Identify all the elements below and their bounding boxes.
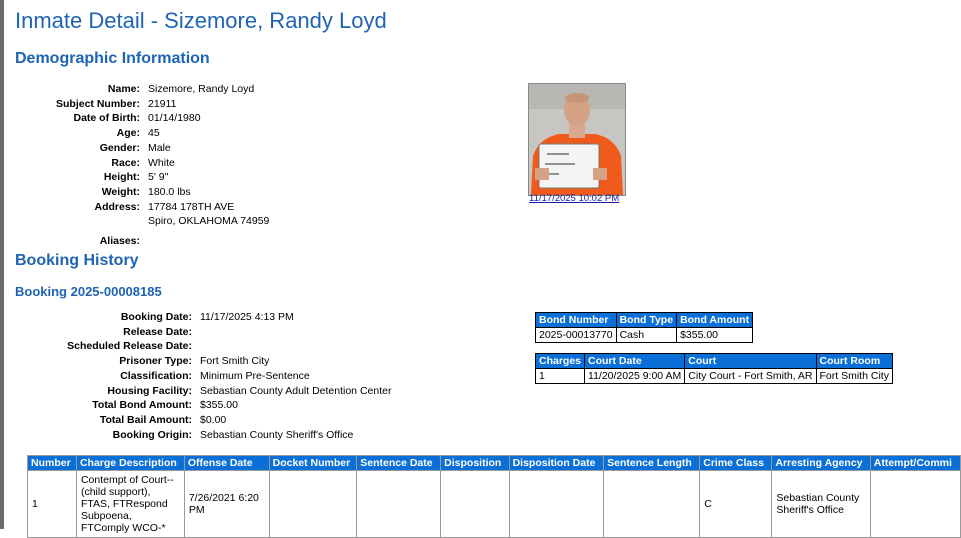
charges-table-row bbox=[28, 471, 961, 538]
charges-table-header-cell: Charge Description bbox=[76, 456, 184, 471]
court-table-row bbox=[536, 369, 893, 384]
court-table-cell: City Court - Fort Smith, AR bbox=[685, 369, 816, 384]
demographic-field-label: Age: bbox=[116, 127, 140, 140]
charges-table-header-cell: Disposition bbox=[441, 456, 509, 471]
demographic-field-row bbox=[22, 141, 269, 156]
booking-field-label: Scheduled Release Date: bbox=[67, 340, 192, 353]
demographic-field-label: Gender: bbox=[99, 141, 140, 154]
demographic-field-value: 180.0 lbs bbox=[148, 185, 191, 198]
demographic-field-label: Date of Birth: bbox=[73, 112, 140, 125]
bond-table-header-cell: Bond Number bbox=[536, 313, 617, 328]
demographic-field-row bbox=[22, 156, 269, 171]
demographic-heading: Demographic Information bbox=[15, 50, 210, 67]
charges-table-cell bbox=[604, 471, 700, 538]
booking-field-row bbox=[28, 310, 391, 325]
booking-field-value: Sebastian County Sheriff's Office bbox=[200, 428, 354, 441]
demographic-field-value: 45 bbox=[148, 127, 160, 140]
charges-table-header-cell: Crime Class bbox=[700, 456, 772, 471]
charges-table-cell: Contempt of Court--(child support), FTAS, FTRespond Subpoena, FTComply WCO-* bbox=[76, 471, 184, 538]
demographic-field-row bbox=[22, 170, 269, 185]
booking-field-label: Total Bond Amount: bbox=[92, 399, 192, 412]
demographic-field-row bbox=[22, 185, 269, 200]
demographic-field-label: Race: bbox=[111, 156, 140, 169]
charges-table-cell bbox=[441, 471, 509, 538]
court-table-header-cell: Court bbox=[685, 354, 816, 369]
booking-history-heading: Booking History bbox=[15, 252, 139, 269]
charges-table-header-cell: Arresting Agency bbox=[772, 456, 870, 471]
demographic-field-label: Subject Number: bbox=[55, 97, 140, 110]
charges-table-header-cell: Attempt/Commi bbox=[870, 456, 960, 471]
window-left-border bbox=[0, 0, 4, 529]
photo-timestamp-link[interactable]: 11/17/2025 10:02 PM bbox=[529, 193, 620, 204]
charges-table-cell bbox=[870, 471, 960, 538]
booking-field-label: Release Date: bbox=[123, 325, 192, 338]
demographic-field-label: Address: bbox=[94, 200, 140, 213]
bond-table-cell: $355.00 bbox=[677, 328, 753, 343]
demographic-field-label: Aliases: bbox=[99, 235, 140, 248]
booking-field-label: Housing Facility: bbox=[107, 384, 192, 397]
bond-table-header bbox=[536, 313, 753, 328]
charges-table-header-cell: Sentence Length bbox=[604, 456, 700, 471]
demographic-field-row bbox=[22, 126, 269, 141]
charges-table-header-cell: Number bbox=[28, 456, 77, 471]
court-table-header-cell: Court Room bbox=[816, 354, 892, 369]
charges-table-cell bbox=[509, 471, 604, 538]
mugshot-image bbox=[529, 84, 625, 195]
booking-field-row bbox=[28, 384, 391, 399]
demographic-field-value: 01/14/1980 bbox=[148, 112, 201, 125]
booking-title: Booking 2025-00008185 bbox=[15, 284, 162, 299]
charges-table-cell bbox=[357, 471, 441, 538]
booking-field-label: Classification: bbox=[120, 369, 192, 382]
booking-field-value: Minimum Pre-Sentence bbox=[200, 369, 310, 382]
booking-field-label: Total Bail Amount: bbox=[99, 413, 192, 426]
charges-table-header-cell: Disposition Date bbox=[509, 456, 604, 471]
booking-field-value: 11/17/2025 4:13 PM bbox=[200, 311, 294, 323]
booking-field-row bbox=[28, 325, 391, 340]
demographic-field-value: Sizemore, Randy Loyd bbox=[148, 83, 255, 95]
booking-field-row bbox=[28, 339, 391, 354]
demographic-field-value-line2: Spiro, OKLAHOMA 74959 bbox=[148, 215, 270, 228]
charges-table-cell: 1 bbox=[28, 471, 77, 538]
booking-field-value: $0.00 bbox=[200, 413, 227, 426]
booking-field-row bbox=[28, 369, 391, 384]
demographic-field-row bbox=[22, 111, 269, 126]
demographic-field-row bbox=[22, 234, 269, 249]
demographic-field-row bbox=[22, 200, 269, 229]
booking-field-value: $355.00 bbox=[200, 399, 238, 412]
court-table-cell: 11/20/2025 9:00 AM bbox=[585, 369, 685, 384]
charges-table bbox=[27, 455, 961, 538]
booking-field-row bbox=[28, 428, 391, 443]
booking-field-row bbox=[28, 413, 391, 428]
charges-table-header-cell: Sentence Date bbox=[357, 456, 441, 471]
demographic-field-label: Height: bbox=[103, 171, 140, 184]
charges-table-cell: Sebastian County Sheriff's Office bbox=[772, 471, 870, 538]
booking-field-row bbox=[28, 354, 391, 369]
booking-field-value: Sebastian County Adult Detention Center bbox=[200, 384, 392, 397]
demographic-field-label: Name: bbox=[107, 83, 140, 95]
demographic-fields bbox=[22, 82, 269, 249]
booking-field-value: Fort Smith City bbox=[200, 355, 270, 368]
charges-table-header-cell: Offense Date bbox=[184, 456, 269, 471]
demographic-field-row bbox=[22, 97, 269, 112]
booking-field-label: Booking Date: bbox=[120, 311, 192, 323]
charges-table-header-cell: Docket Number bbox=[269, 456, 357, 471]
bond-table-cell: Cash bbox=[616, 328, 676, 343]
demographic-field-value: 17784 178TH AVE bbox=[148, 200, 235, 213]
demographic-field-label: Weight: bbox=[101, 185, 140, 198]
booking-field-label: Booking Origin: bbox=[112, 428, 192, 441]
bond-table-header-cell: Bond Type bbox=[616, 313, 676, 328]
charges-table-cell bbox=[269, 471, 357, 538]
court-table bbox=[535, 353, 893, 384]
court-table-header-cell: Court Date bbox=[585, 354, 685, 369]
bond-table-header-cell: Bond Amount bbox=[677, 313, 753, 328]
demographic-field-value: 5' 9" bbox=[148, 171, 169, 184]
booking-field-label: Prisoner Type: bbox=[119, 355, 192, 368]
bond-table-cell: 2025-00013770 bbox=[536, 328, 617, 343]
charges-table-cell: C bbox=[700, 471, 772, 538]
booking-fields bbox=[28, 310, 391, 442]
bond-table-row bbox=[536, 328, 753, 343]
charges-table-cell: 7/26/2021 6:20 PM bbox=[184, 471, 269, 538]
court-table-cell: Fort Smith City bbox=[816, 369, 892, 384]
court-table-header-cell: Charges bbox=[536, 354, 585, 369]
page-title: Inmate Detail - Sizemore, Randy Loyd bbox=[15, 8, 387, 33]
court-table-cell: 1 bbox=[536, 369, 585, 384]
charges-table-header bbox=[28, 456, 961, 471]
demographic-field-value: White bbox=[148, 156, 175, 169]
court-table-header bbox=[536, 354, 893, 369]
demographic-field-row bbox=[22, 82, 269, 97]
demographic-field-value: Male bbox=[148, 141, 171, 154]
inmate-photo[interactable] bbox=[528, 83, 626, 196]
bond-table bbox=[535, 312, 753, 343]
booking-field-row bbox=[28, 398, 391, 413]
demographic-field-value: 21911 bbox=[148, 97, 177, 110]
